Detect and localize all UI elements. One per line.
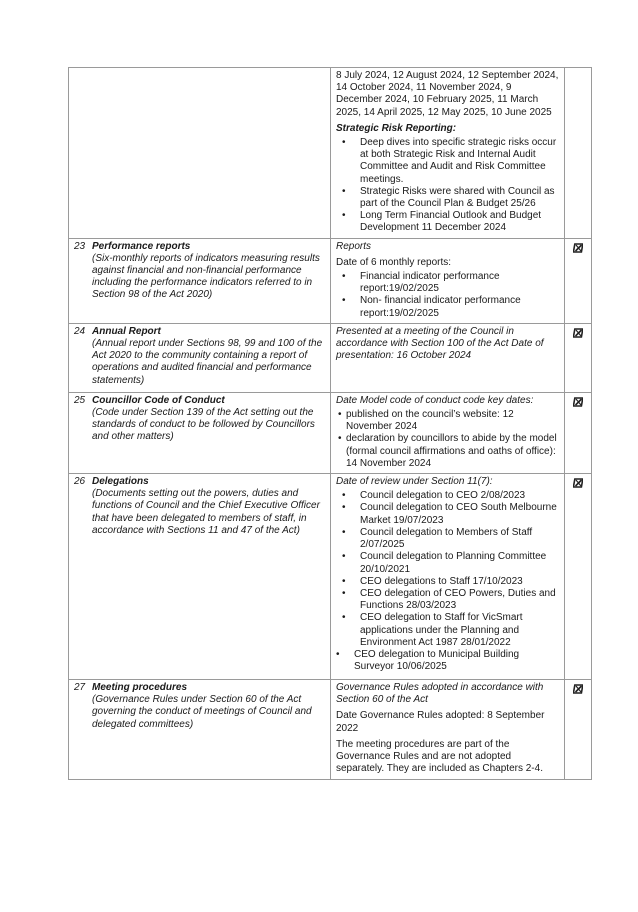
item-description: (Governance Rules under Section 60 of the Act governing the conduct of meetings of Council and delegated committees) xyxy=(92,694,312,730)
delegations-list xyxy=(336,490,560,673)
table-row-performance-reports xyxy=(69,238,592,323)
item-number: 26 xyxy=(74,476,86,488)
list-item: • Council delegation to CEO 2/08/2023 xyxy=(336,490,560,502)
item-cell xyxy=(69,392,331,473)
item-title: Meeting procedures xyxy=(92,682,188,694)
detail-cell xyxy=(331,680,565,779)
detail-heading: Date Model code of conduct code key dates: xyxy=(336,394,534,406)
meeting-dates-text: 8 July 2024, 12 August 2024, 12 September 2024, 14 October 2024, 11 November 2024, 9 December 2024, 10 February 2025, 11 March 2025, 14 April 2025, 12 May 2025, 10 June 2025 xyxy=(336,70,559,118)
status-cell xyxy=(565,323,592,392)
item-number: 27 xyxy=(74,682,86,694)
detail-cell xyxy=(331,323,565,392)
strategic-risk-subheading: Strategic Risk Reporting: xyxy=(336,122,457,134)
detail-cell xyxy=(331,68,565,239)
list-item: • CEO delegations to Staff 17/10/2023 xyxy=(336,576,560,588)
list-item: • CEO delegation of CEO Powers, Duties and Functions 28/03/2023 xyxy=(336,588,560,612)
list-item: • CEO delegation to Municipal Building Surveyor 10/06/2025 xyxy=(336,649,560,673)
item-number: 24 xyxy=(74,325,86,337)
list-item: • Long Term Financial Outlook and Budget Development 11 December 2024 xyxy=(336,210,560,234)
table-row-delegations xyxy=(69,474,592,680)
detail-cell xyxy=(331,474,565,680)
checked-box-icon xyxy=(573,478,582,487)
item-description: (Code under Section 139 of the Act setting out the standards of conduct to be followed by Councillors and other matters) xyxy=(92,407,315,443)
table-row-meeting-procedures xyxy=(69,680,592,779)
table-row-councillor-code-of-conduct xyxy=(69,392,592,473)
table-row-continuation xyxy=(69,68,592,239)
list-item: • Council delegation to CEO South Melbourne Market 19/07/2023 xyxy=(336,502,560,526)
item-cell-empty xyxy=(69,68,331,239)
status-cell-empty xyxy=(565,68,592,239)
governance-compliance-table xyxy=(68,67,592,780)
report-dates-list xyxy=(336,271,560,320)
table-row-annual-report xyxy=(69,323,592,392)
status-cell xyxy=(565,474,592,680)
item-cell xyxy=(69,680,331,779)
item-title: Delegations xyxy=(92,476,149,488)
status-cell xyxy=(565,238,592,323)
detail-line: Date of 6 monthly reports: xyxy=(336,256,452,268)
strategic-risk-list xyxy=(336,137,560,235)
item-title: Councillor Code of Conduct xyxy=(92,394,225,406)
item-number: 25 xyxy=(74,394,86,406)
checked-box-icon xyxy=(573,684,582,693)
checked-box-icon xyxy=(573,328,582,337)
item-description: (Documents setting out the powers, duties and functions of Council and the Chief Executive Officer that have been delegated to members of staff, in accordance with Sections 11 and 47 of the Act) xyxy=(92,488,320,536)
item-cell xyxy=(69,474,331,680)
item-title: Annual Report xyxy=(92,325,161,337)
list-item: • published on the council’s website: 12 November 2024 xyxy=(336,409,560,433)
checked-box-icon xyxy=(573,243,582,252)
item-title: Performance reports xyxy=(92,240,191,252)
detail-paragraph: The meeting procedures are part of the Governance Rules and are not adopted separately. They are included as Chapters 2-4. xyxy=(336,738,543,775)
checked-box-icon xyxy=(573,397,582,406)
detail-heading: Date of review under Section 11(7): xyxy=(336,476,493,488)
list-item: • declaration by councillors to abide by the model (formal council affirmations and oaths of office): 14 November 2024 xyxy=(336,433,560,470)
list-item: • Strategic Risks were shared with Council as part of the Council Plan & Budget 25/26 xyxy=(336,186,560,210)
item-cell xyxy=(69,238,331,323)
detail-heading: Governance Rules adopted in accordance with Section 60 of the Act xyxy=(336,682,544,706)
item-description: (Six-monthly reports of indicators measuring results against financial and non-financial performance including the performance indicators referred to in Section 98 of the Act 2020) xyxy=(92,252,320,301)
status-cell xyxy=(565,680,592,779)
detail-cell xyxy=(331,238,565,323)
detail-heading: Presented at a meeting of the Council in accordance with Section 100 of the Act Date of presentation: 16 October 2024 xyxy=(336,325,544,362)
list-item: • Financial indicator performance report:19/02/2025 xyxy=(336,271,560,295)
status-cell xyxy=(565,392,592,473)
detail-cell xyxy=(331,392,565,473)
code-key-dates-list xyxy=(336,409,560,470)
detail-paragraph: Date Governance Rules adopted: 8 September 2022 xyxy=(336,710,545,734)
list-item: • Deep dives into specific strategic risks occur at both Strategic Risk and Internal Audit Committee and Audit and Risk Committee meetings. xyxy=(336,137,560,186)
item-cell xyxy=(69,323,331,392)
list-item: • Non- financial indicator performance report:19/02/2025 xyxy=(336,295,560,319)
item-number: 23 xyxy=(74,240,86,252)
list-item: • CEO delegation to Staff for VicSmart applications under the Planning and Environment Act 1987 28/01/2022 xyxy=(336,612,560,649)
list-item: • Council delegation to Members of Staff 2/07/2025 xyxy=(336,527,560,551)
detail-heading: Reports xyxy=(336,240,372,252)
list-item: • Council delegation to Planning Committee 20/10/2021 xyxy=(336,551,560,575)
item-description: (Annual report under Sections 98, 99 and 100 of the Act 2020 to the community containing a report of operations and audited financial and performance statements) xyxy=(92,338,323,386)
